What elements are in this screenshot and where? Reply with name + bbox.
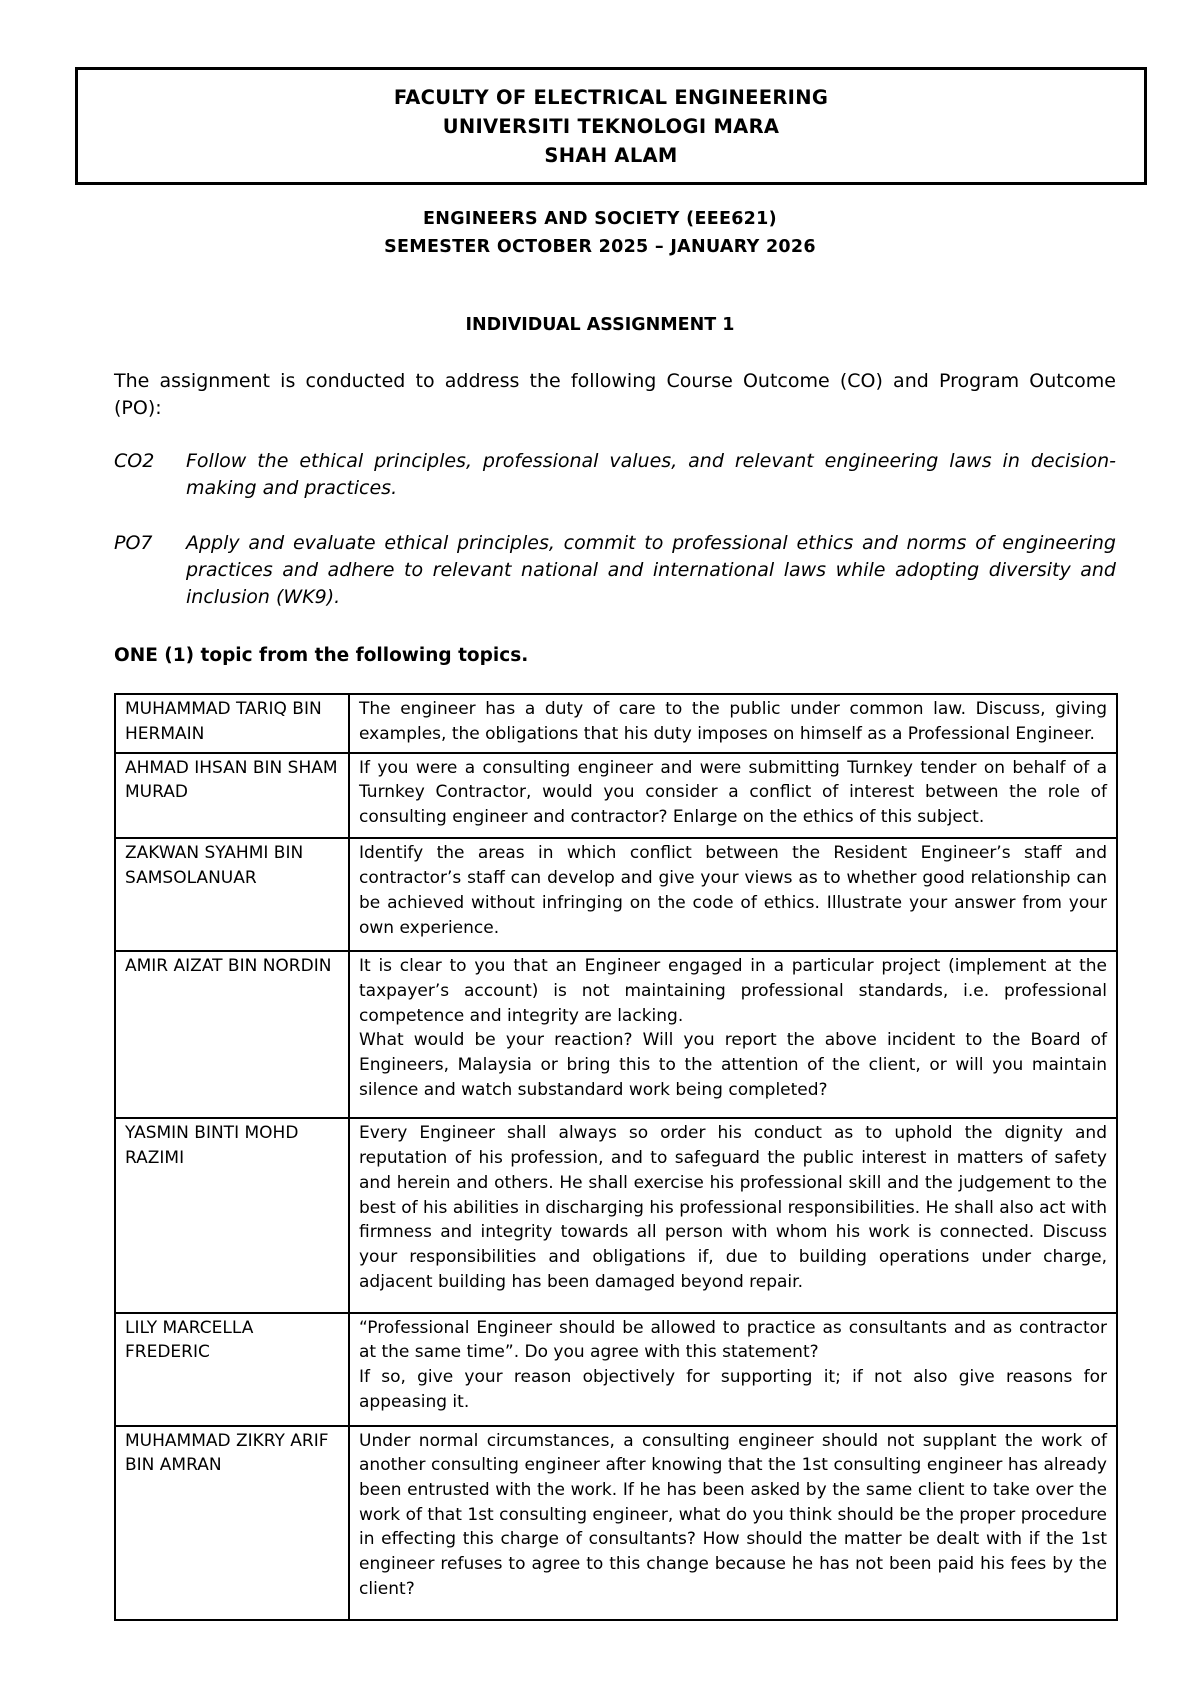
student-name: AHMAD IHSAN BIN SHAM MURAD <box>115 753 349 839</box>
table-row <box>115 694 1117 753</box>
topic-text <box>349 1426 1117 1620</box>
table-row <box>115 753 1117 839</box>
course-name: ENGINEERS AND SOCIETY (EEE621) <box>423 209 777 229</box>
topic-paragraph: If you were a consulting engineer and were submitting Turnkey tender on behalf of a Turnkey Contractor, would you consider a conflict of interest between the role of consulting engineer and contractor? Enlarge on the ethics of this subject. <box>359 757 1107 828</box>
faculty-name: FACULTY OF ELECTRICAL ENGINEERING <box>393 85 829 109</box>
table-row <box>115 1426 1117 1620</box>
topic-text <box>349 1118 1117 1312</box>
topic-text <box>349 951 1117 1118</box>
topic-text <box>349 1313 1117 1426</box>
table-row <box>115 838 1117 951</box>
student-name: MUHAMMAD ZIKRY ARIF BIN AMRAN <box>115 1426 349 1620</box>
topic-paragraph: Identify the areas in which conflict between the Resident Engineer’s staff and contractor’s staff can develop and give your views as to whether good relationship can be achieved without infringing on the code of ethics. Illustrate your answer from your own experience. <box>359 843 1107 938</box>
topic-paragraph: What would be your reaction? Will you report the above incident to the Board of Engineers, Malaysia or bring this to the attention of the client, or will you maintain silence and watch substandard work being completed? <box>359 1030 1107 1100</box>
outcome-po7 <box>114 530 1116 611</box>
outcome-text: Apply and evaluate ethical principles, commit to professional ethics and norms of engineering practices and adhere to relevant national and international laws while adopting diversity and inclusion (WK9). <box>186 532 1116 608</box>
outcome-text: Follow the ethical principles, professional values, and relevant engineering laws in decision-making and practices. <box>186 450 1116 499</box>
assignment-title: INDIVIDUAL ASSIGNMENT 1 <box>465 315 735 335</box>
campus-name: SHAH ALAM <box>544 143 678 167</box>
outcome-code: PO7 <box>114 532 153 554</box>
topic-paragraph: Every Engineer shall always so order his conduct as to uphold the dignity and reputation of his profession, and to safeguard the public interest in matters of safety and herein and others. He shall exercise his professional skill and the judgement to the best of his abilities in discharging his professional responsibilities. He shall also act with firmness and integrity towards all person with whom his work is connected. Discuss your responsibilities and obligations if, due to building operations under charge, adjacent building has been damaged beyond repair. <box>359 1123 1107 1292</box>
table-row <box>115 1118 1117 1312</box>
topic-paragraph: “Professional Engineer should be allowed to practice as consultants and as contractor at the same time”. Do you agree with this statement? <box>359 1317 1107 1363</box>
table-row <box>115 951 1117 1118</box>
semester: SEMESTER OCTOBER 2025 – JANUARY 2026 <box>384 237 816 257</box>
faculty-header-box <box>75 67 1147 185</box>
topic-paragraph: Under normal circumstances, a consulting engineer should not supplant the work of another consulting engineer after knowing that the 1st consulting engineer has already been entrusted with the work. If he has been asked by the same client to take over the work of that 1st consulting engineer, what do you think should be the proper procedure in effecting this charge of consultants? How should the matter be dealt with if the 1st engineer refuses to agree to this change because he has not been paid his fees by the client? <box>359 1430 1107 1599</box>
university-name: UNIVERSITI TEKNOLOGI MARA <box>442 114 780 138</box>
outcome-code: CO2 <box>114 450 155 472</box>
student-name: LILY MARCELLA FREDERIC <box>115 1313 349 1426</box>
student-name: MUHAMMAD TARIQ BIN HERMAIN <box>115 694 349 753</box>
topic-text <box>349 838 1117 951</box>
topics-table <box>114 693 1118 1621</box>
student-name: YASMIN BINTI MOHD RAZIMI <box>115 1118 349 1312</box>
student-name: ZAKWAN SYAHMI BIN SAMSOLANUAR <box>115 838 349 951</box>
outcome-co2 <box>114 448 1116 502</box>
course-info <box>0 205 1200 261</box>
table-row <box>115 1313 1117 1426</box>
topic-paragraph: It is clear to you that an Engineer engaged in a particular project (implement at the taxpayer’s account) is not maintaining professional standards, i.e. professional competence and integrity are lacking. <box>359 956 1107 1026</box>
topic-paragraph: If so, give your reason objectively for supporting it; if not also give reasons for appeasing it. <box>359 1367 1107 1412</box>
intro-paragraph: The assignment is conducted to address the following Course Outcome (CO) and Program Outcome (PO): <box>114 370 1116 419</box>
topic-text <box>349 753 1117 839</box>
instruction: ONE (1) topic from the following topics. <box>114 645 529 666</box>
topic-text <box>349 694 1117 753</box>
topic-paragraph: The engineer has a duty of care to the public under common law. Discuss, giving examples, the obligations that his duty imposes on himself as a Professional Engineer. <box>359 699 1107 744</box>
student-name: AMIR AIZAT BIN NORDIN <box>115 951 349 1118</box>
